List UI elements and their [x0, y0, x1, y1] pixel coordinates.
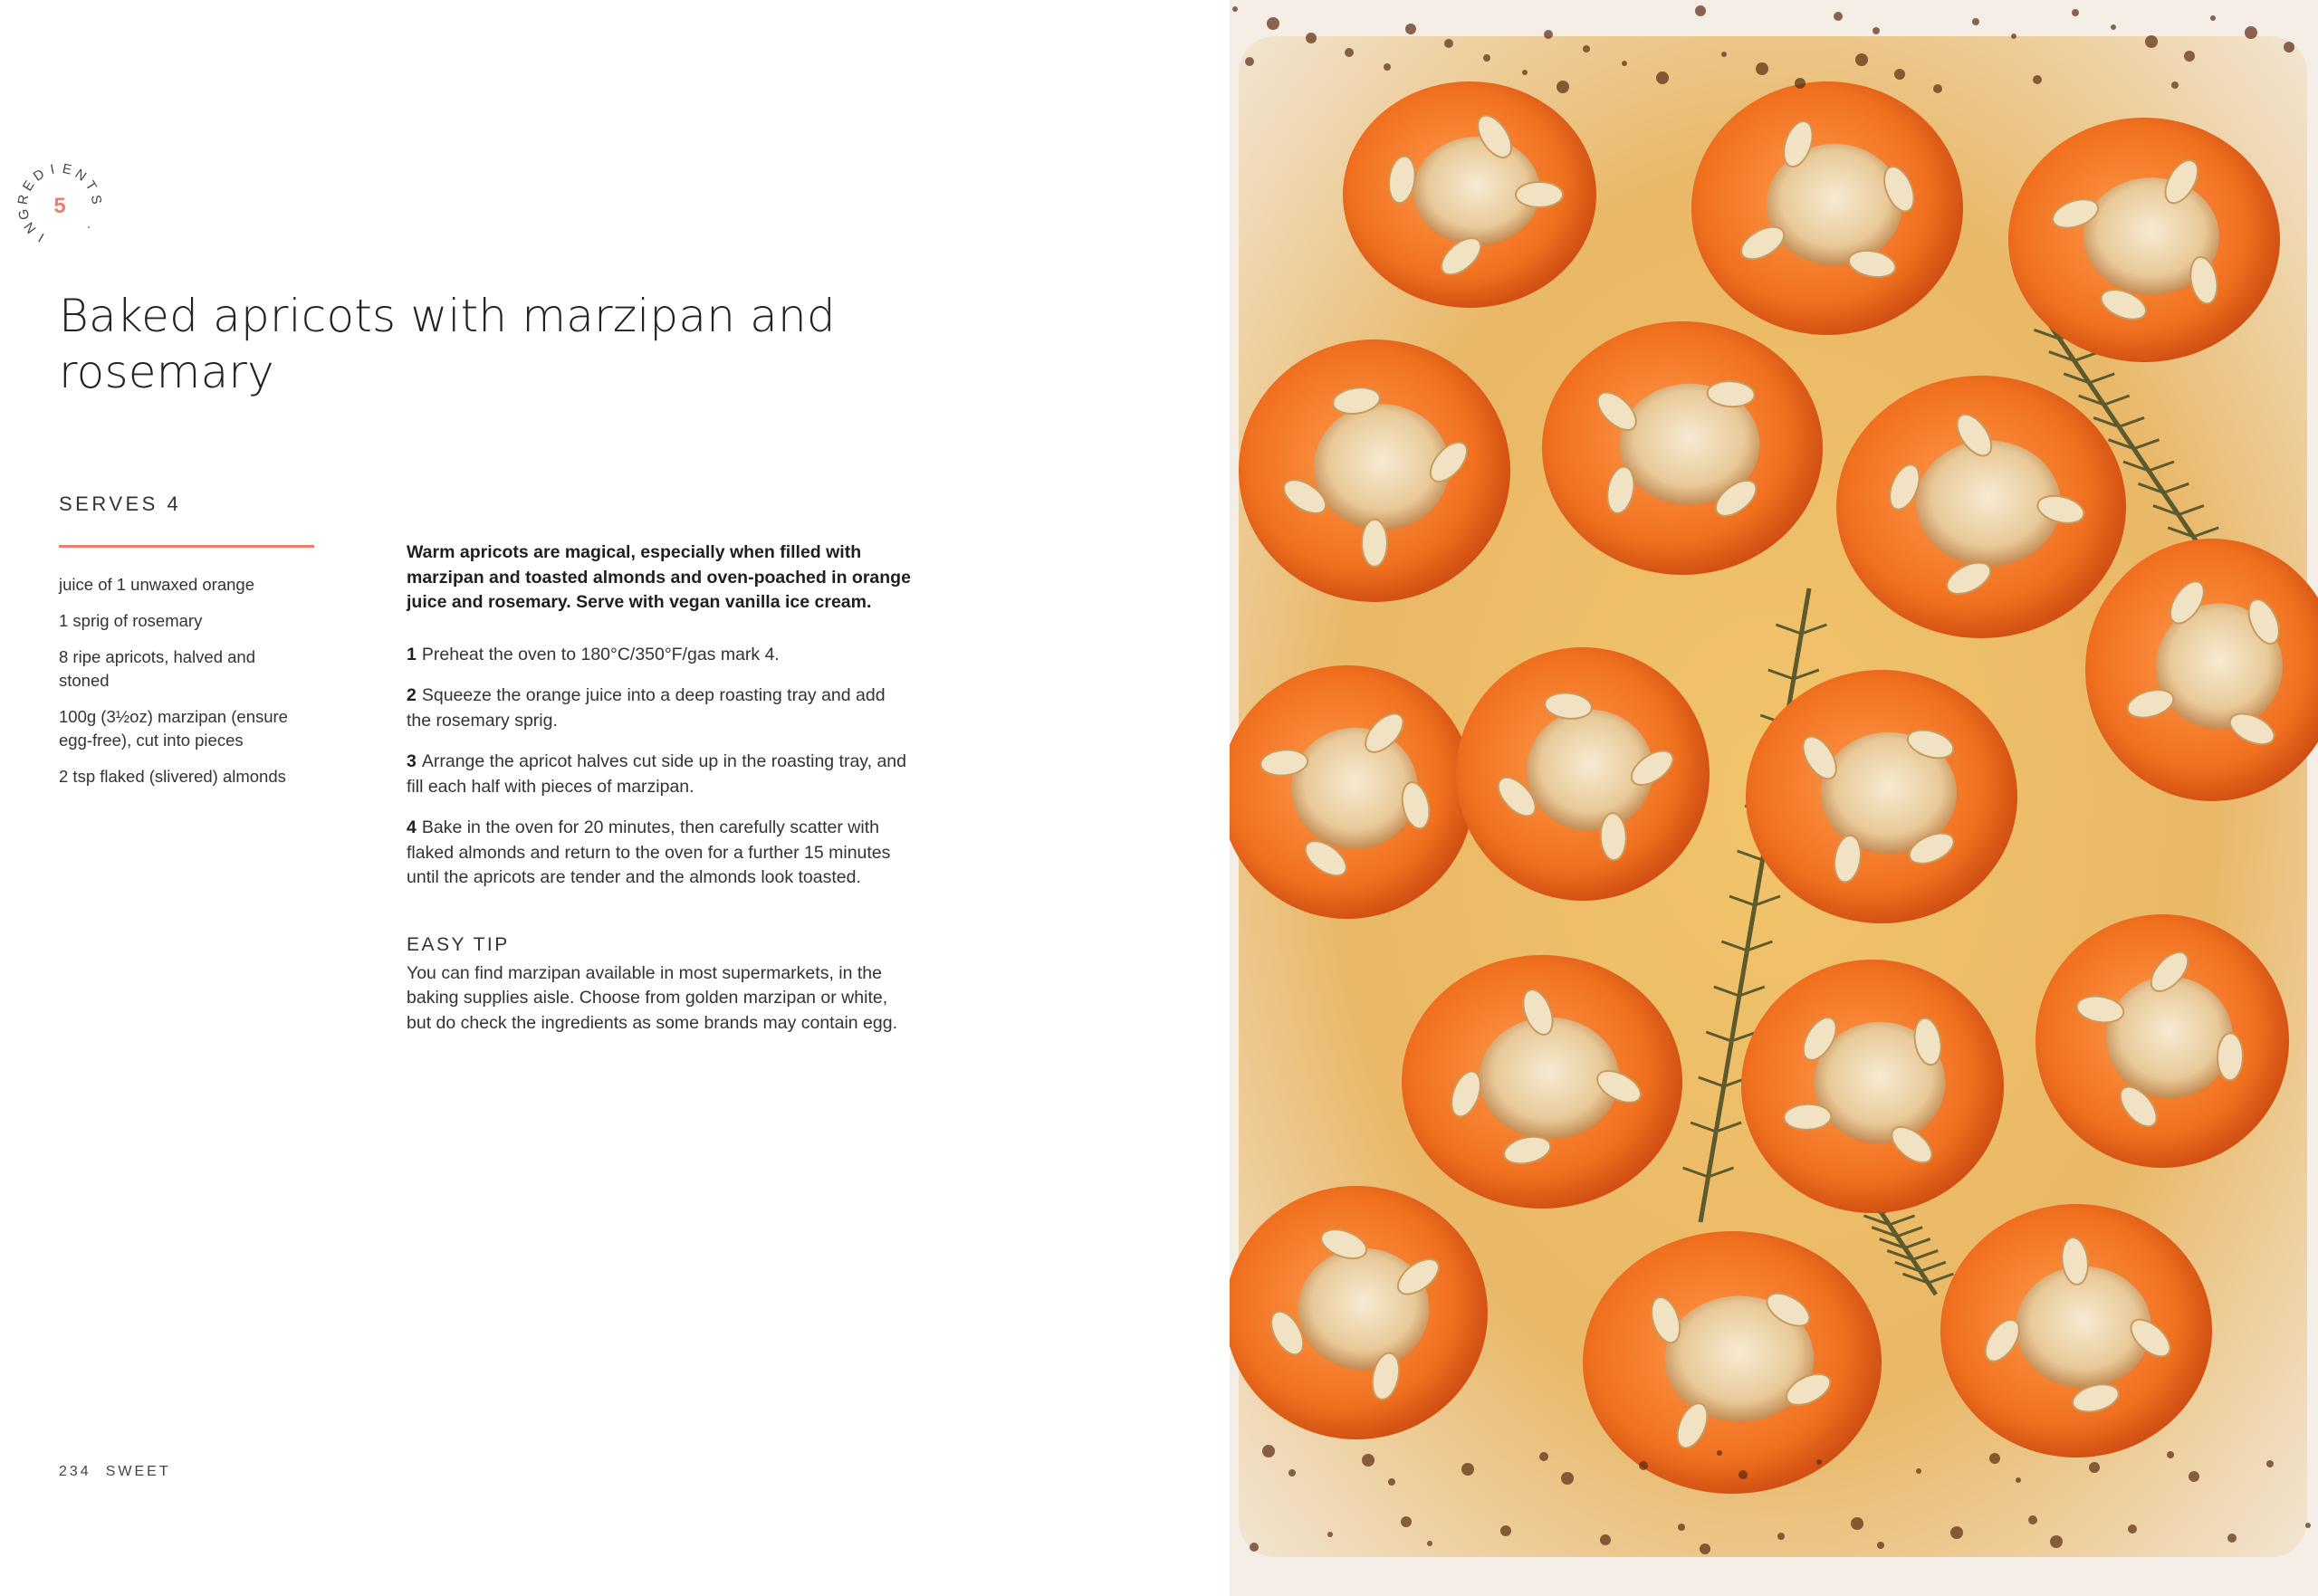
recipe-intro: Warm apricots are magical, especially when filled with marzipan and toasted almonds and oven-poached in orange juice and rosemary. Serve with vegan vanilla ice cream.	[407, 542, 911, 612]
flaked-almond	[2217, 1033, 2244, 1080]
caramel-speck	[1362, 1454, 1375, 1467]
caramel-speck	[2167, 1451, 2174, 1458]
recipe-title-line-1: Baked apricots with marzipan and	[59, 290, 836, 342]
badge-letter: E	[61, 160, 73, 178]
caramel-speck	[2305, 1523, 2311, 1528]
caramel-speck	[2245, 26, 2257, 39]
flaked-almond	[1516, 182, 1563, 207]
caramel-speck	[1933, 84, 1942, 93]
caramel-speck	[1600, 1534, 1611, 1545]
caramel-speck	[1950, 1526, 1963, 1539]
easy-tip-heading: EASY TIP	[407, 933, 510, 955]
recipe-photo	[1230, 0, 2318, 1596]
caramel-speck	[2184, 51, 2195, 62]
caramel-speck	[1232, 6, 1238, 12]
caramel-speck	[2145, 35, 2158, 48]
caramel-speck	[2171, 81, 2179, 89]
caramel-speck	[2189, 1471, 2199, 1482]
caramel-speck	[1306, 33, 1317, 43]
badge-letter: I	[35, 229, 47, 245]
caramel-speck	[1444, 39, 1453, 48]
caramel-speck	[1777, 1533, 1785, 1540]
baked-apricots-illustration	[1230, 0, 2318, 1596]
caramel-speck	[1989, 1453, 2000, 1464]
flaked-almond	[1784, 1104, 1832, 1131]
caramel-speck	[1795, 78, 1806, 89]
method-column	[407, 540, 914, 1036]
ingredient-item: 8 ripe apricots, halved and stoned	[59, 647, 255, 690]
caramel-speck	[1384, 63, 1391, 71]
badge-letter: N	[72, 166, 90, 185]
caramel-speck	[1250, 1543, 1259, 1552]
caramel-speck	[1678, 1524, 1685, 1531]
caramel-speck	[1401, 1516, 1412, 1527]
caramel-speck	[1695, 5, 1706, 16]
caramel-speck	[1622, 61, 1627, 66]
badge-letter: E	[19, 177, 38, 195]
flaked-almond	[1362, 520, 1387, 567]
step-text: Preheat the oven to 180°C/350°F/gas mark 4.	[421, 644, 780, 664]
caramel-speck	[1345, 48, 1354, 57]
caramel-speck	[2266, 1460, 2274, 1467]
badge-letter: S	[87, 194, 105, 205]
caramel-speck	[2033, 75, 2042, 84]
badge-letter: D	[30, 166, 48, 185]
flaked-almond	[1600, 813, 1627, 861]
badge-letter: G	[15, 207, 34, 222]
ingredient-item: 1 sprig of rosemary	[59, 611, 203, 630]
caramel-speck	[2050, 1535, 2063, 1548]
caramel-speck	[1756, 62, 1768, 75]
recipe-title	[59, 288, 874, 400]
caramel-speck	[1855, 53, 1868, 66]
marzipan-filling	[2106, 977, 2233, 1098]
badge-number: 5	[53, 194, 66, 218]
step-number: 3	[407, 751, 417, 771]
caramel-speck	[2210, 15, 2216, 21]
ingredients-divider	[59, 545, 314, 548]
badge-letter: ·	[81, 221, 97, 234]
badge-letter: N	[21, 218, 40, 236]
caramel-speck	[2111, 24, 2116, 30]
caramel-speck	[2072, 9, 2079, 16]
caramel-speck	[1639, 1461, 1648, 1470]
caramel-speck	[2028, 1515, 2037, 1524]
caramel-speck	[2128, 1524, 2137, 1534]
caramel-speck	[1262, 1445, 1275, 1457]
step-text: Squeeze the orange juice into a deep roasting tray and add the rosemary sprig.	[407, 685, 886, 731]
page-footer	[59, 1464, 171, 1480]
caramel-speck	[1427, 1541, 1432, 1546]
easy-tip	[407, 934, 914, 1037]
step-number: 2	[407, 685, 417, 705]
caramel-speck	[1834, 12, 1843, 21]
caramel-speck	[1267, 17, 1279, 30]
caramel-speck	[2016, 1477, 2021, 1483]
caramel-speck	[2227, 1534, 2237, 1543]
method-steps	[407, 643, 914, 891]
method-step	[407, 750, 914, 799]
caramel-speck	[1717, 1450, 1722, 1456]
ingredient-item: 2 tsp flaked (slivered) almonds	[59, 767, 286, 786]
caramel-speck	[1245, 57, 1254, 66]
caramel-speck	[1656, 72, 1669, 84]
serves-label: SERVES 4	[59, 492, 182, 515]
caramel-speck	[1405, 24, 1416, 34]
step-number: 1	[407, 644, 417, 664]
caramel-speck	[1500, 1525, 1511, 1536]
step-text: Bake in the oven for 20 minutes, then carefully scatter with flaked almonds and return to the oven for a further 15 minutes until the apricots are tender and the almonds look toasted.	[407, 817, 891, 887]
caramel-speck	[1816, 1459, 1822, 1465]
caramel-speck	[1721, 52, 1727, 57]
caramel-speck	[1738, 1470, 1748, 1479]
caramel-speck	[1327, 1532, 1333, 1537]
caramel-speck	[1894, 69, 1905, 80]
step-number: 4	[407, 817, 417, 837]
marzipan-filling	[1314, 404, 1450, 530]
ingredients-list	[59, 573, 321, 801]
ingredient-item: 100g (3½oz) marzipan (ensure egg-free), cut into pieces	[59, 707, 288, 750]
section-name: SWEET	[105, 1464, 171, 1479]
ingredient-item: juice of 1 unwaxed orange	[59, 575, 254, 594]
caramel-speck	[1544, 30, 1553, 39]
marzipan-filling	[1291, 728, 1418, 849]
method-step	[407, 683, 914, 733]
caramel-speck	[2284, 42, 2294, 53]
caramel-speck	[1483, 54, 1490, 62]
caramel-speck	[1851, 1517, 1863, 1530]
caramel-speck	[2089, 1462, 2100, 1473]
badge-letter: T	[81, 177, 100, 194]
caramel-speck	[1873, 27, 1880, 34]
caramel-speck	[1972, 18, 1979, 25]
badge-graphic	[13, 158, 107, 253]
badge-letter: I	[49, 161, 56, 178]
ingredients-count-badge	[13, 158, 107, 253]
caramel-speck	[1700, 1543, 1710, 1554]
caramel-speck	[1539, 1452, 1548, 1461]
caramel-speck	[1561, 1472, 1574, 1485]
method-step	[407, 816, 914, 891]
badge-letter: R	[14, 193, 33, 206]
method-step	[407, 643, 914, 668]
caramel-speck	[1916, 1468, 1921, 1474]
page-number: 234	[59, 1464, 91, 1479]
caramel-speck	[1388, 1478, 1395, 1486]
caramel-speck	[1522, 70, 1528, 75]
caramel-speck	[1557, 81, 1569, 93]
step-text: Arrange the apricot halves cut side up in the roasting tray, and fill each half with pieces of marzipan.	[407, 751, 906, 797]
easy-tip-text: You can find marzipan available in most supermarkets, in the baking supplies aisle. Choose from golden marzipan or white, but do check the ingredients as some brands may contain egg.	[407, 962, 897, 1033]
caramel-speck	[1877, 1542, 1884, 1549]
caramel-speck	[1583, 45, 1590, 53]
caramel-speck	[1288, 1469, 1296, 1477]
recipe-title-line-2: rosemary	[59, 346, 274, 398]
caramel-speck	[2011, 33, 2016, 39]
caramel-speck	[1461, 1463, 1474, 1476]
